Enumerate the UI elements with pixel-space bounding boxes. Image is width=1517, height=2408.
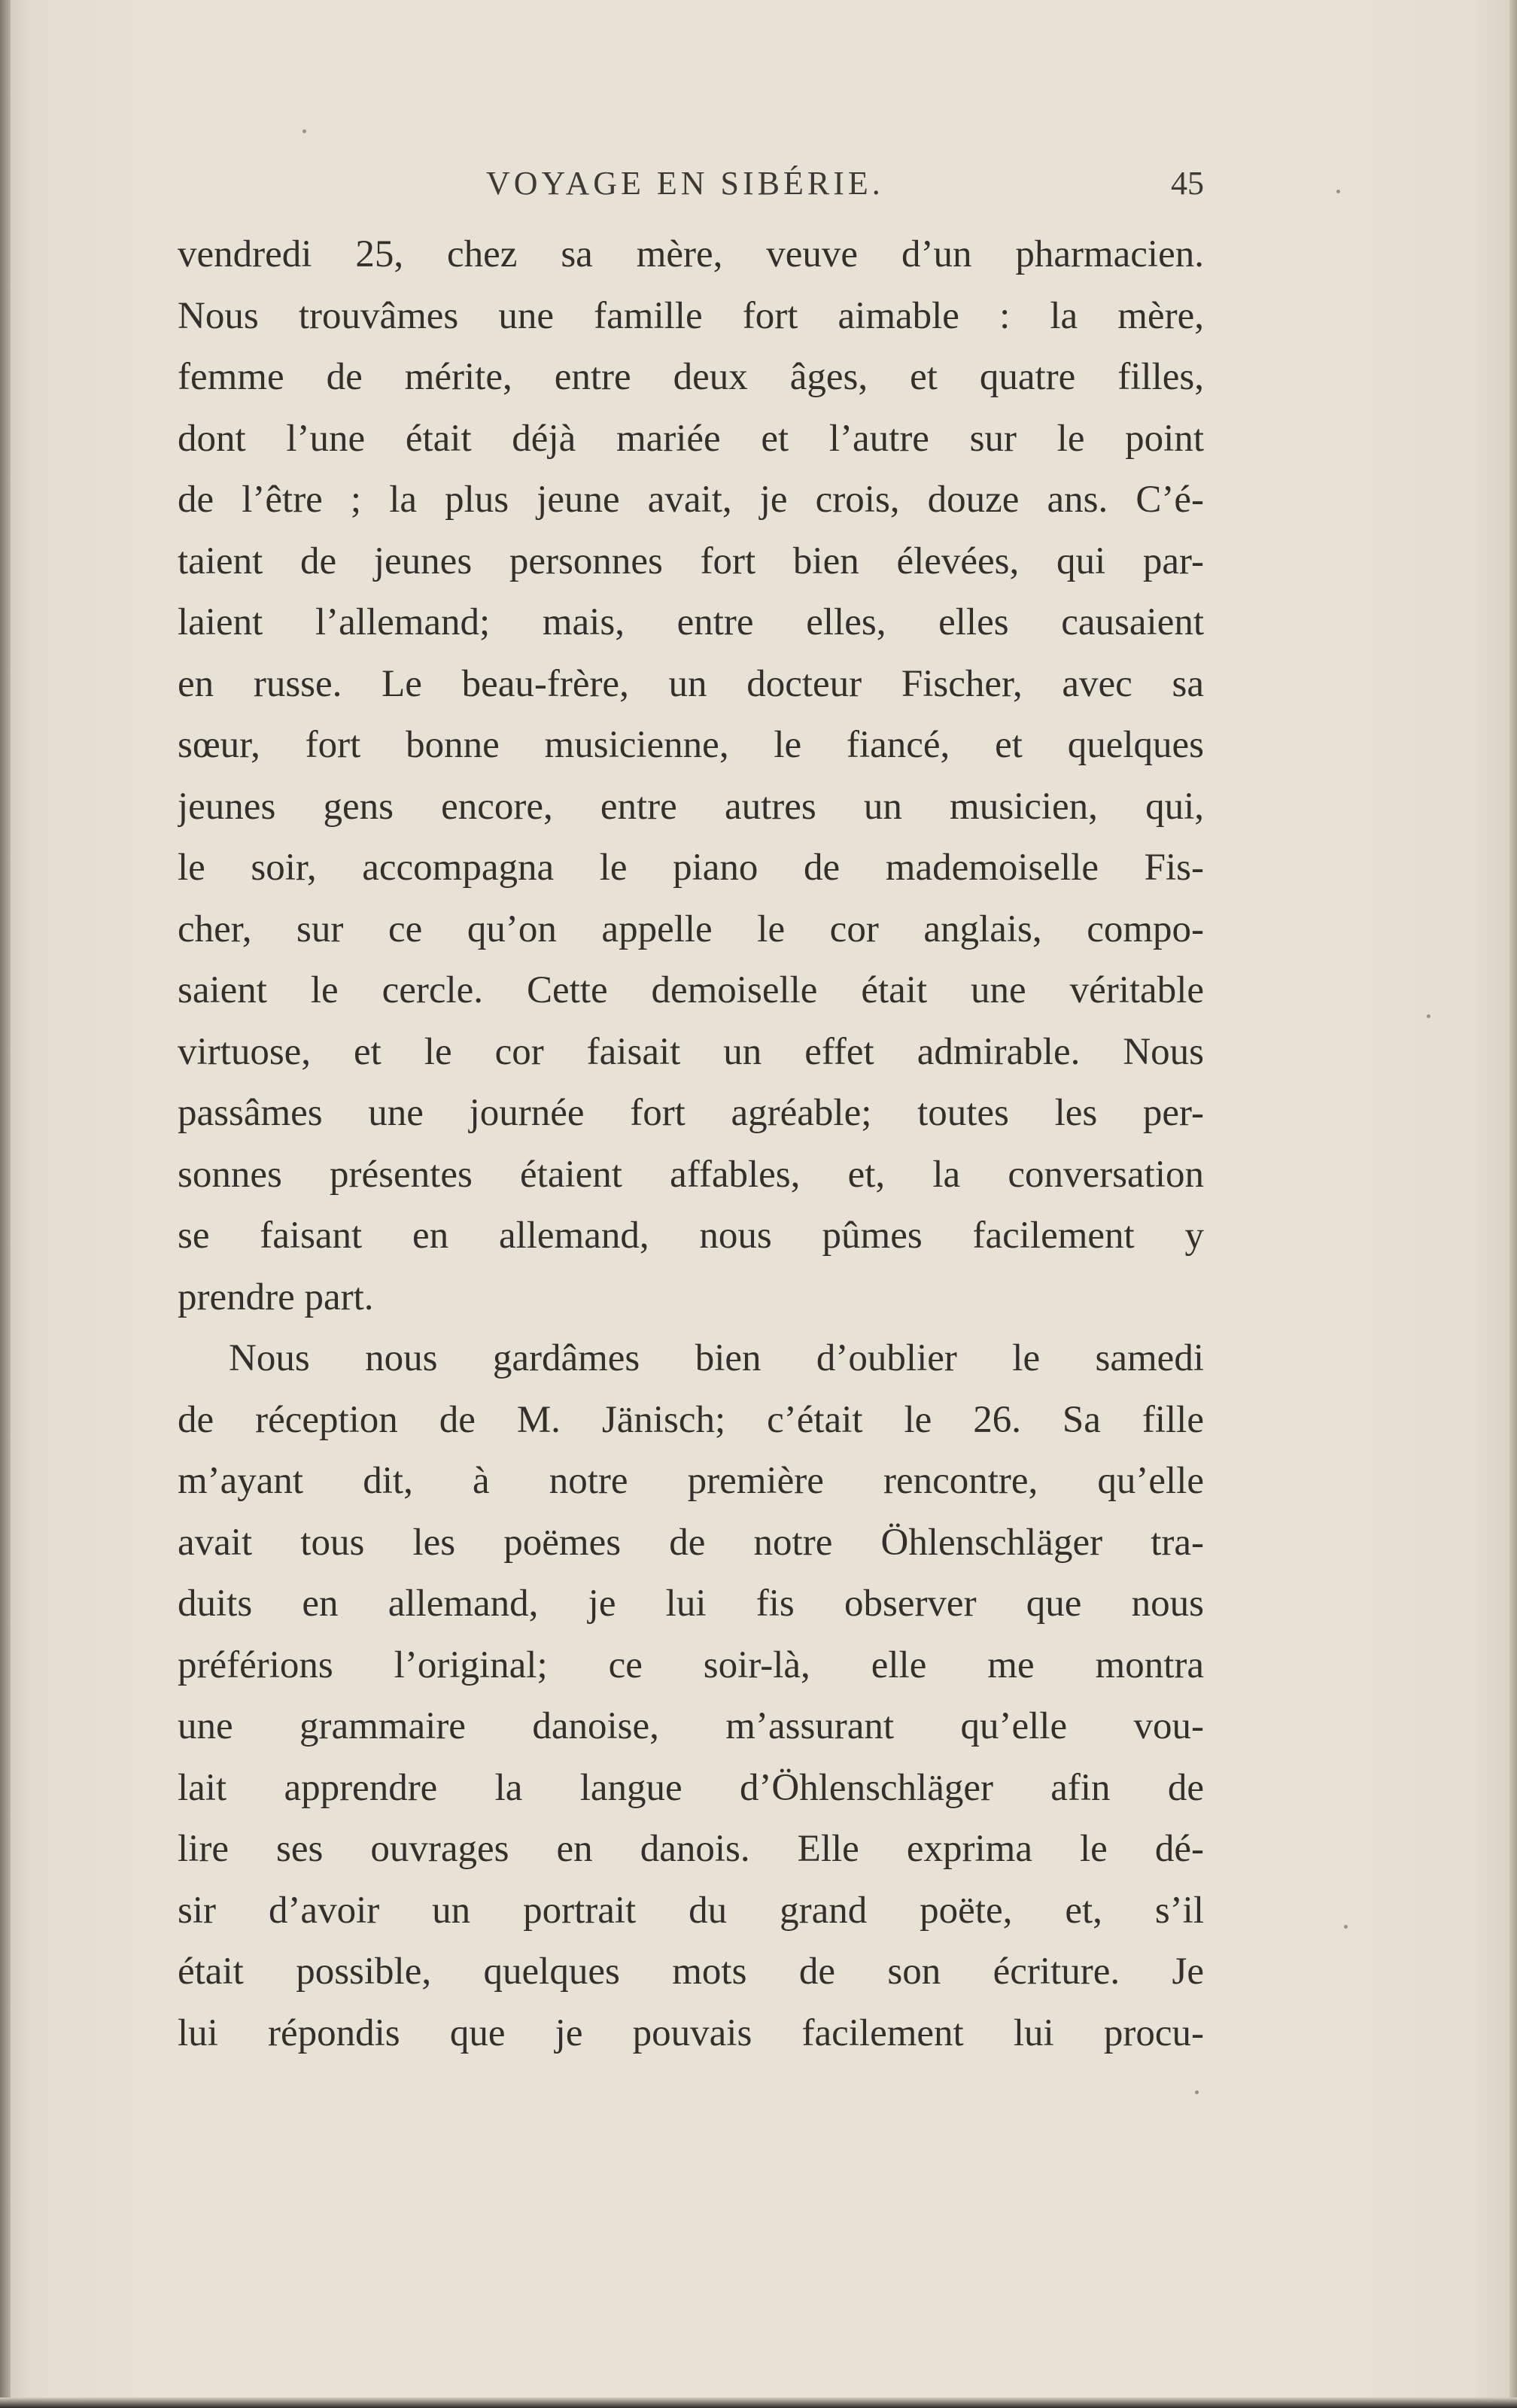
page-spine-shadow — [0, 0, 11, 2408]
text-line: virtuose, et le cor faisait un effet admirable. Nous — [178, 1030, 1204, 1073]
text-line: dont l’une était déjà mariée et l’autre sur le point — [178, 417, 1204, 460]
text-line: passâmes une journée fort agréable; toutes les per- — [178, 1092, 1204, 1134]
text-line: préférions l’original; ce soir-là, elle me montra — [178, 1643, 1204, 1686]
text-line: Nous nous gardâmes bien d’oublier le samedi — [229, 1337, 1204, 1379]
page-right-edge — [1509, 0, 1517, 2408]
page-number: 45 — [1171, 165, 1204, 202]
text-line: une grammaire danoise, m’assurant qu’elle vou- — [178, 1705, 1204, 1747]
text-line: en russe. Le beau-frère, un docteur Fischer, avec sa — [178, 662, 1204, 705]
paper-speck — [1195, 2090, 1199, 2094]
text-line: sœur, fort bonne musicienne, le fiancé, et quelques — [178, 724, 1204, 766]
running-head — [178, 161, 1204, 206]
running-title: VOYAGE EN SIBÉRIE. — [486, 165, 884, 202]
text-line: sonnes présentes étaient affables, et, la conversation — [178, 1153, 1204, 1196]
text-line: cher, sur ce qu’on appelle le cor anglais, compo- — [178, 908, 1204, 950]
text-line: sir d’avoir un portrait du grand poëte, et, s’il — [178, 1889, 1204, 1932]
text-line: femme de mérite, entre deux âges, et quatre filles, — [178, 356, 1204, 398]
paper-speck — [1344, 1925, 1348, 1929]
text-line: Nous trouvâmes une famille fort aimable : la mère, — [178, 294, 1204, 337]
text-line: lui répondis que je pouvais facilement lui procu- — [178, 2011, 1204, 2054]
text-line: vendredi 25, chez sa mère, veuve d’un pharmacien. — [178, 233, 1204, 275]
text-line: était possible, quelques mots de son écriture. Je — [178, 1950, 1204, 1993]
text-line: le soir, accompagna le piano de mademoiselle Fis- — [178, 847, 1204, 889]
text-line: saient le cercle. Cette demoiselle était une véritable — [178, 969, 1204, 1011]
paper-speck — [302, 129, 306, 133]
text-line: m’ayant dit, à notre première rencontre, qu’elle — [178, 1460, 1204, 1502]
text-line: lire ses ouvrages en danois. Elle exprima le dé- — [178, 1828, 1204, 1870]
page-bottom-edge — [0, 2397, 1517, 2408]
text-line: se faisant en allemand, nous pûmes facilement y — [178, 1215, 1204, 1257]
text-line: laient l’allemand; mais, entre elles, elles causaient — [178, 601, 1204, 643]
body-text — [178, 224, 1204, 2064]
text-line: lait apprendre la langue d’Öhlenschläger afin de — [178, 1766, 1204, 1809]
paper-speck — [1336, 190, 1340, 193]
text-line: de réception de M. Jänisch; c’était le 26. Sa fille — [178, 1398, 1204, 1441]
text-line: duits en allemand, je lui fis observer que nous — [178, 1583, 1204, 1625]
text-line: de l’être ; la plus jeune avait, je crois, douze ans. C’é- — [178, 479, 1204, 521]
text-line: prendre part. — [178, 1275, 374, 1318]
text-line: taient de jeunes personnes fort bien élevées, qui par- — [178, 540, 1204, 582]
paper-speck — [1427, 1014, 1430, 1018]
text-line: avait tous les poëmes de notre Öhlenschläger tra- — [178, 1521, 1204, 1564]
text-line: jeunes gens encore, entre autres un musicien, qui, — [178, 785, 1204, 828]
